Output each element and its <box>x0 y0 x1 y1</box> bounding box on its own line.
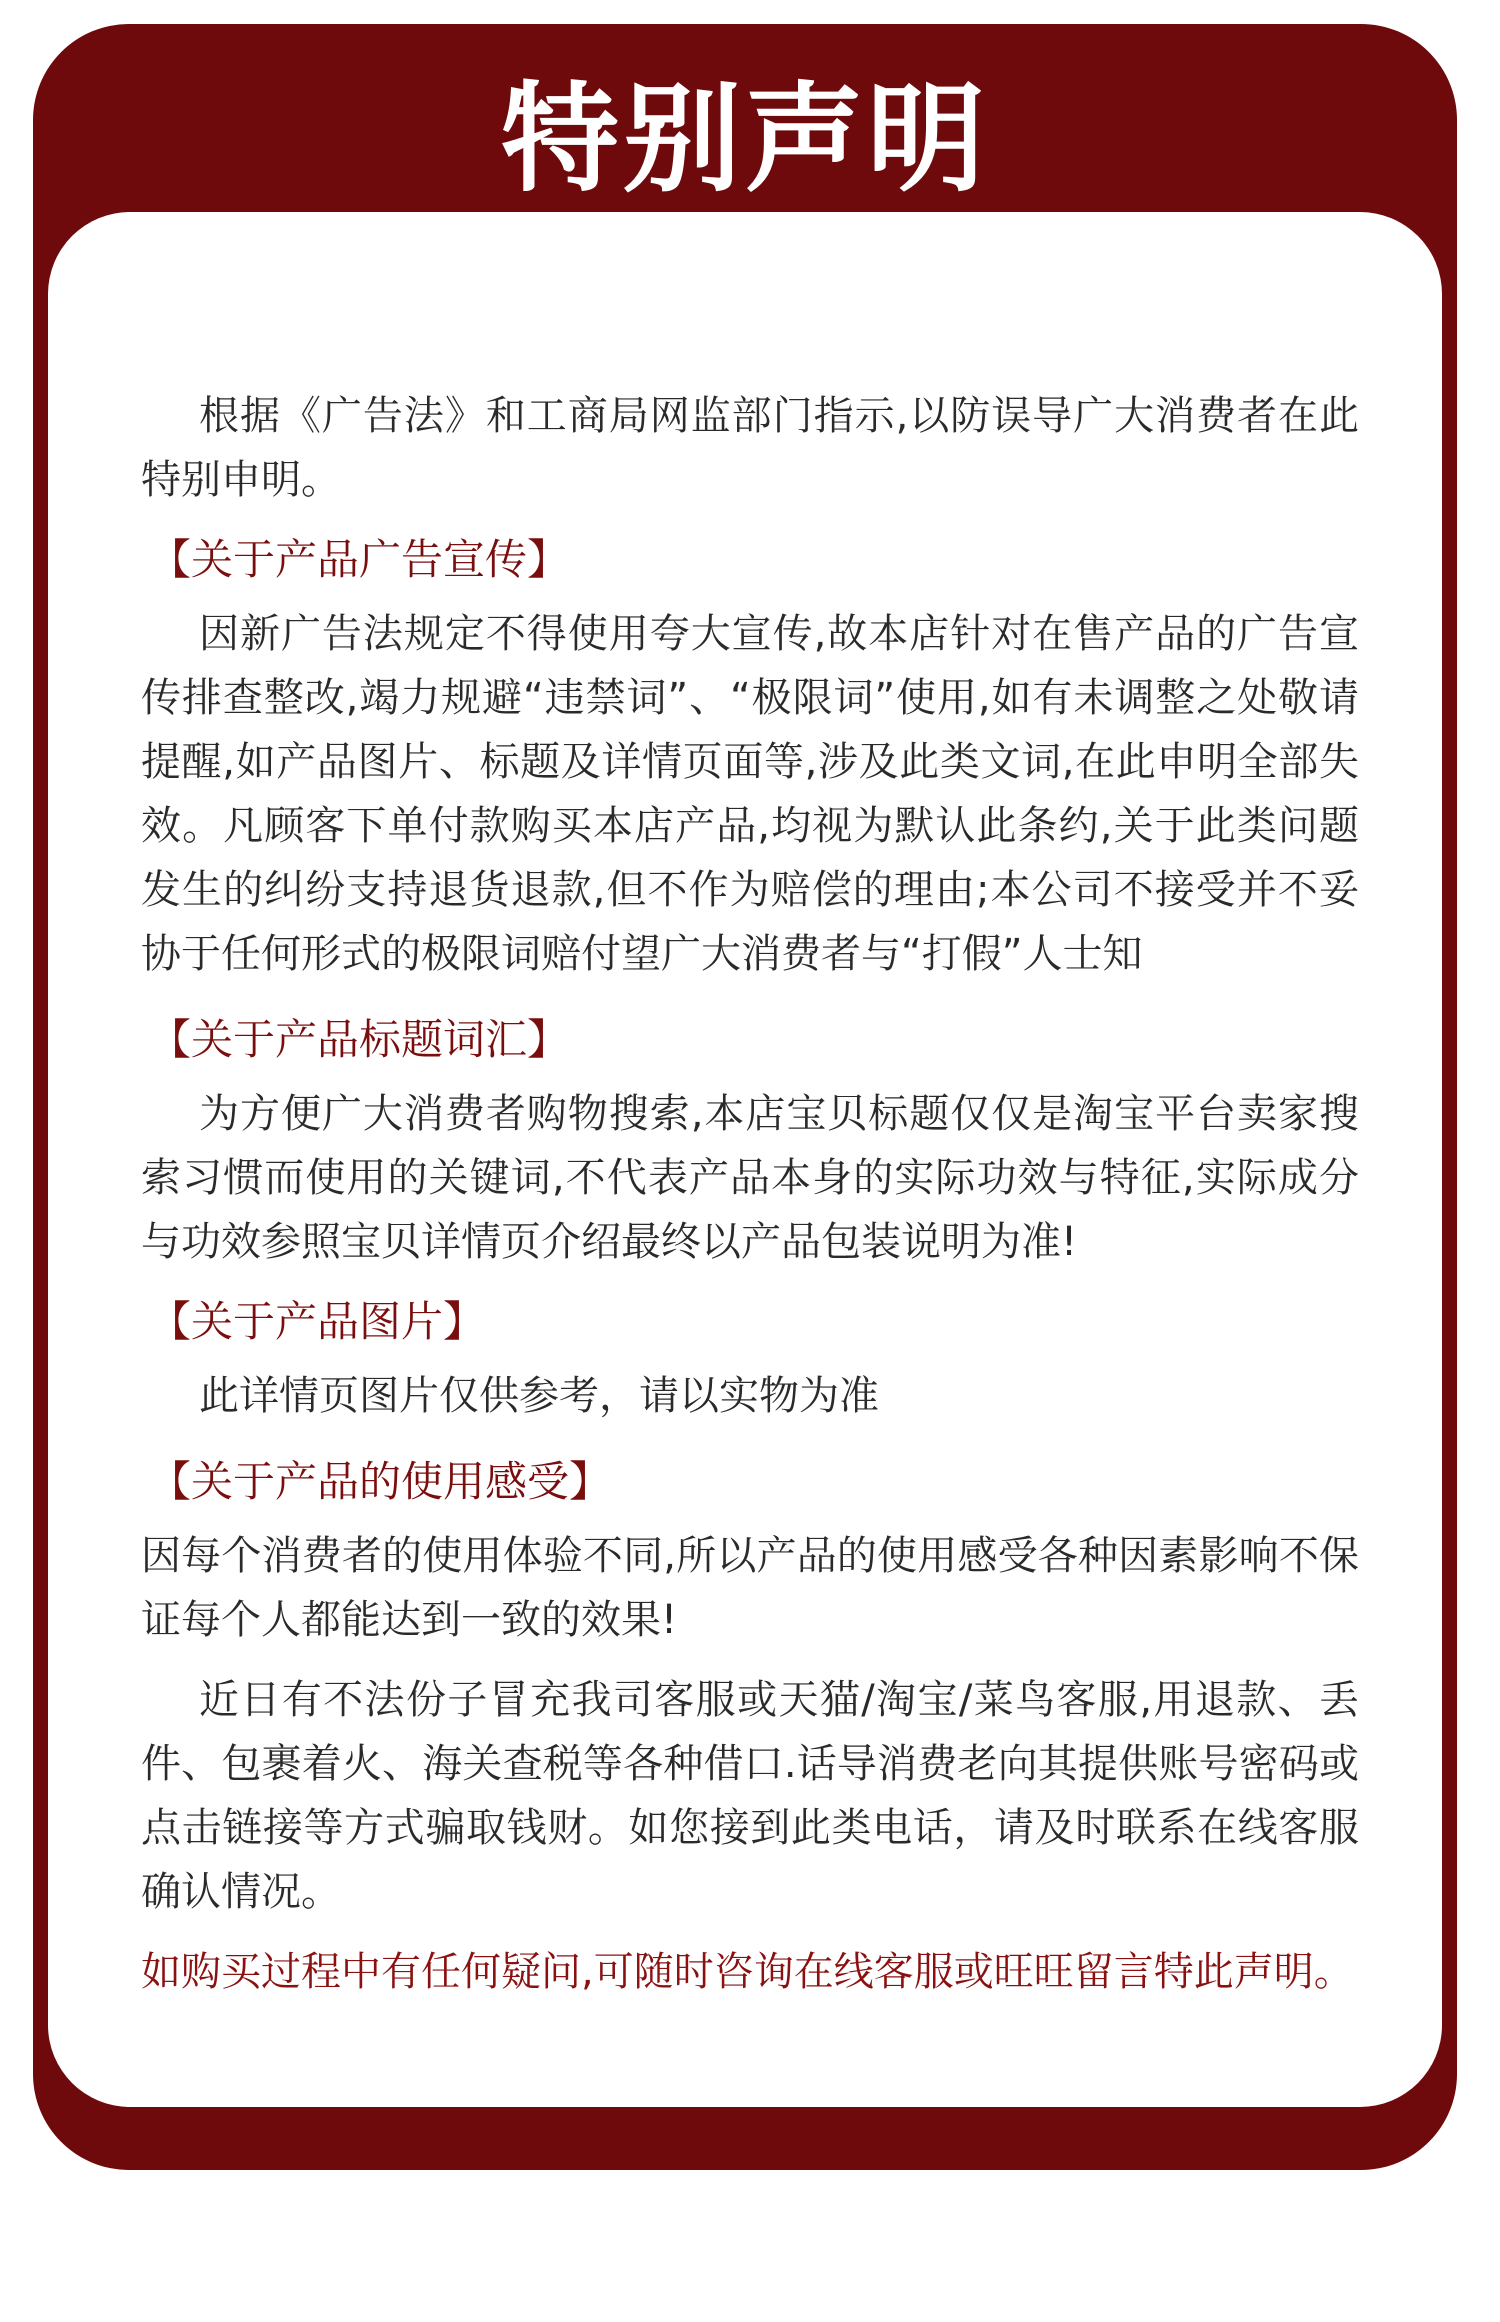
section-heading-experience: 【关于产品的使用感受】 <box>149 1457 612 1506</box>
section-heading-advertising: 【关于产品广告宣传】 <box>149 535 570 584</box>
section-body-experience: 因每个消费者的使用体验不同,所以产品的使用感受各种因素影响不保证每个人都能达到一致的效果! <box>141 1533 1359 1643</box>
statement-card <box>48 212 1442 2107</box>
intro-paragraph: 根据《广告法》和工商局网监部门指示,以防误导广大消费者在此特别申明。 <box>141 393 1359 503</box>
statement-panel <box>33 24 1457 2170</box>
closing-note: 如购买过程中有任何疑问,可随时咨询在线客服或旺旺留言特此声明。 <box>141 1949 1354 1995</box>
section-heading-title-terms: 【关于产品标题词汇】 <box>149 1015 570 1064</box>
section-heading-images: 【关于产品图片】 <box>149 1297 486 1346</box>
section-body-title-terms: 为方便广大消费者购物搜索,本店宝贝标题仅仅是淘宝平台卖家搜索习惯而使用的关键词,不代表产品本身的实际功效与特征,实际成分与功效参照宝贝详情页介绍最终以产品包装说明为准! <box>141 1091 1359 1265</box>
fraud-warning-paragraph: 近日有不法份子冒充我司客服或天猫/淘宝/菜鸟客服,用退款、丢件、包裹着火、海关查税等各种借口.话导消费老向其提供账号密码或点击链接等方式骗取钱财。如您接到此类电话，请及时联系在线客服确认情况。 <box>141 1677 1359 1915</box>
section-body-images: 此详情页图片仅供参考，请以实物为准 <box>199 1373 879 1419</box>
page-title: 特别声明 <box>500 70 989 208</box>
section-body-advertising: 因新广告法规定不得使用夸大宣传,故本店针对在售产品的广告宣传排查整改,竭力规避“违禁词”、“极限词”使用,如有未调整之处敬请提醒,如产品图片、标题及详情页面等,涉及此类文词,在此申明全部失效。凡顾客下单付款购买本店产品,均视为默认此条约,关于此类问题发生的纠纷支持退货退款,但不作为赔偿的理由;本公司不接受并不妥协于任何形式的极限词赔付望广大消费者与“打假”人士知 <box>141 611 1359 977</box>
statement-content <box>141 384 1359 2004</box>
